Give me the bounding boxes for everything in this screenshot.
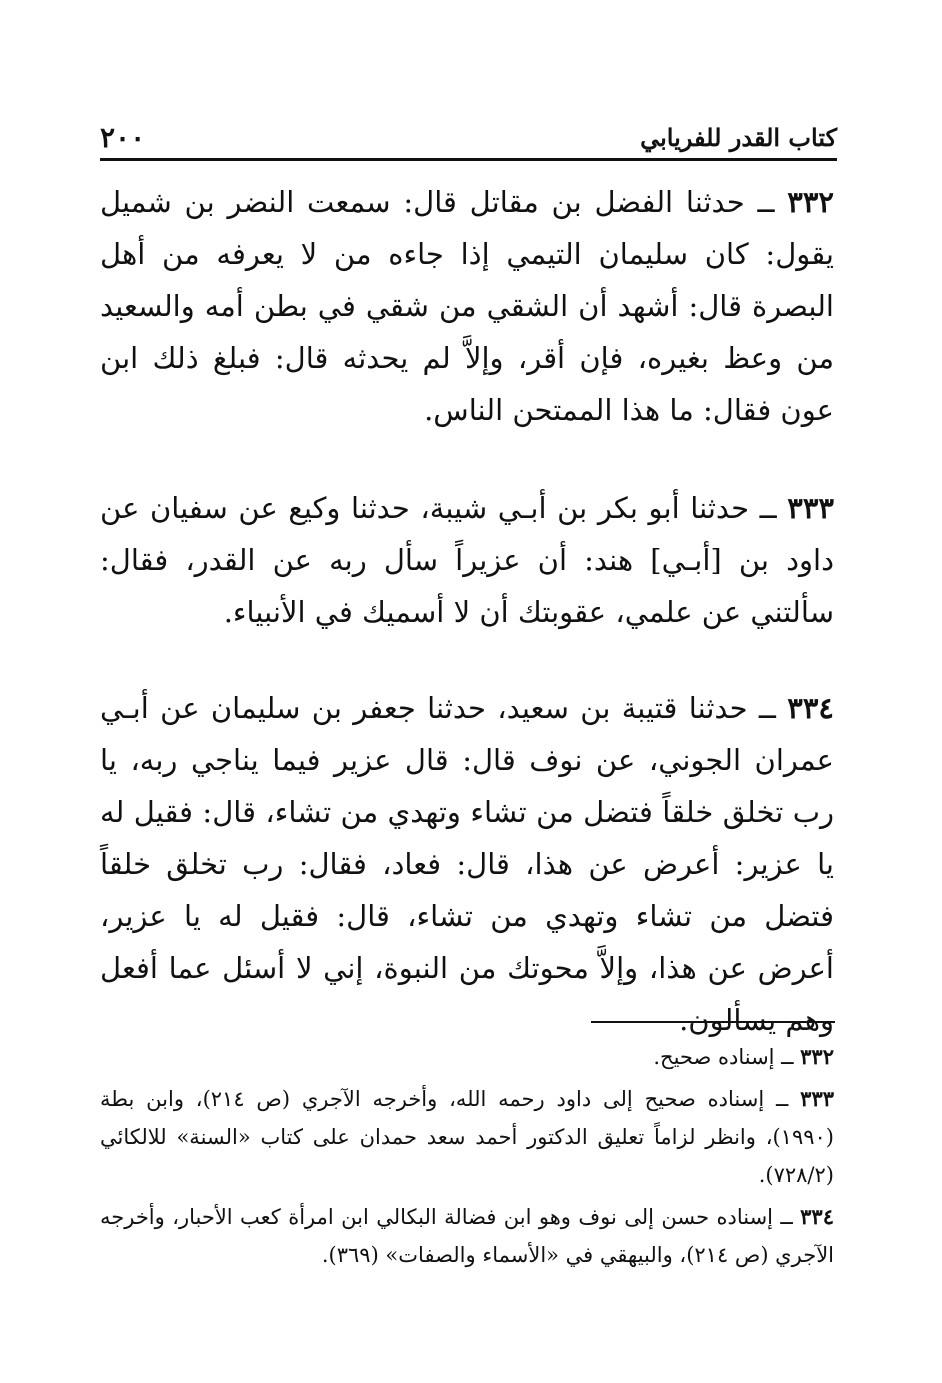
footnote-number: ٣٣٣ <box>800 1086 835 1111</box>
footnote-dash: ــ <box>773 1205 801 1229</box>
footnote-number: ٣٣٢ <box>800 1044 834 1069</box>
page-number: ٢٠٠ <box>100 120 146 154</box>
entry-dash: ــ <box>744 185 788 219</box>
footnote-text: إسناده صحيح. <box>653 1045 775 1069</box>
header-rule <box>100 158 837 161</box>
footnotes <box>100 1038 834 1278</box>
page-header <box>100 118 837 156</box>
entry-text: حدثنا الفضل بن مقاتل قال: سمعت النضر بن شميل يقول: كان سليمان التيمي إذا جاءه من لا يعرفه من أهل البصرة قال: أشهد أن الشقي من شقي في بطن أمه والسعيد من وعظ بغيره، فإن أقر، وإلاَّ لم يحدثه قال: فبلغ ذلك ابن عون فقال: ما هذا الممتحن الناس. <box>100 185 834 427</box>
entry-dash: ــ <box>747 691 788 725</box>
footnote-text: إسناده حسن إلى نوف وهو ابن فضالة البكالي ابن امرأة كعب الأحبار، وأخرجه الآجري (ص ٢١٤)، والبيهقي في «الأسماء والصفات» (٣٦٩). <box>100 1205 834 1267</box>
book-title: كتاب القدر للفريابي <box>640 122 837 152</box>
entry-number: ٣٣٢ <box>787 185 834 219</box>
entry-dash: ــ <box>749 491 788 525</box>
entry-number: ٣٣٤ <box>787 691 834 725</box>
footnote-333 <box>100 1080 834 1194</box>
entry-text: حدثنا أبو بكر بن أبـي شيبة، حدثنا وكيع عن سفيان عن داود بن [أبـي] هند: أن عزيراً سأل ربه عن القدر، فقال: سألتني عن علمي، عقوبتك أن لا أسميك في الأنبياء. <box>100 491 834 629</box>
entry-332 <box>100 176 834 436</box>
footnote-332 <box>100 1038 834 1076</box>
footnote-dash: ــ <box>764 1087 801 1111</box>
footnote-number: ٣٣٤ <box>800 1204 834 1229</box>
entry-333 <box>100 482 834 638</box>
entry-334 <box>100 682 834 1046</box>
footnote-334 <box>100 1198 834 1274</box>
entry-text: حدثنا قتيبة بن سعيد، حدثنا جعفر بن سليمان عن أبـي عمران الجوني، عن نوف قال: قال عزير فيما يناجي ربه، يا رب تخلق خلقاً فتضل من تشاء وتهدي من تشاء، قال: فقيل له يا عزير: أعرض عن هذا، قال: فعاد، فقال: رب تخلق خلقاً فتضل من تشاء وتهدي من تشاء، قال: فقيل له يا عزير، أعرض عن هذا، وإلاَّ محوتك من النبوة، إني لا أسئل عما أفعل وهم يسألون. <box>100 691 834 1037</box>
footnote-rule <box>591 1021 835 1023</box>
footnote-dash: ــ <box>774 1045 801 1069</box>
footnote-text: إسناده صحيح إلى داود رحمه الله، وأخرجه الآجري (ص ٢١٤)، وابن بطة (١٩٩٠)، وانظر لزاماً تعليق الدكتور أحمد سعد حمدان على كتاب «السنة» للالكائي (٧٢٨/٢). <box>100 1087 834 1187</box>
entry-number: ٣٣٣ <box>787 491 834 525</box>
